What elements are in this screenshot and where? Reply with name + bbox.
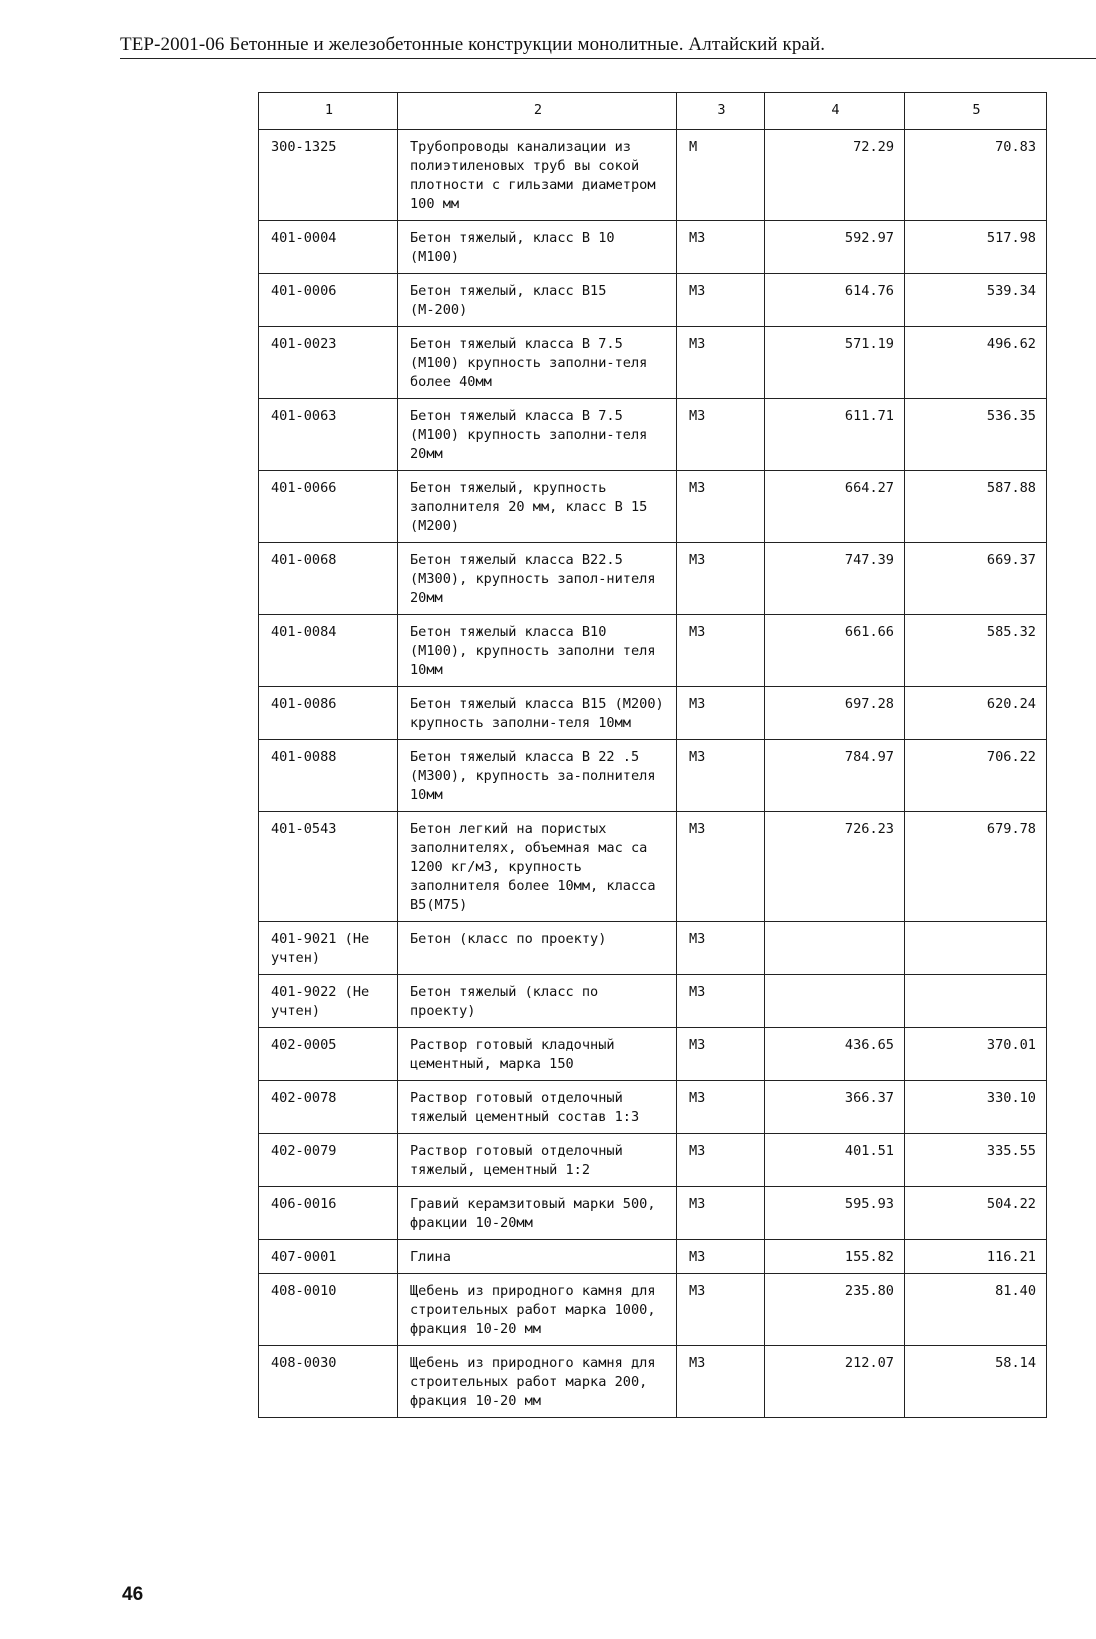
table-row bbox=[259, 922, 1047, 975]
price-column-4-cell: 235.80 bbox=[765, 1274, 905, 1346]
table-row bbox=[259, 1346, 1047, 1418]
price-column-5-cell: 517.98 bbox=[905, 221, 1047, 274]
price-column-4-cell: 595.93 bbox=[765, 1187, 905, 1240]
resource-code-cell: 401-0088 bbox=[259, 740, 398, 812]
table-row bbox=[259, 543, 1047, 615]
resource-name-cell: Бетон тяжелый класса В10 (М100), крупность заполни теля 10мм bbox=[398, 615, 677, 687]
resource-name-cell: Раствор готовый отделочный тяжелый цементный состав 1:3 bbox=[398, 1081, 677, 1134]
resource-code-cell: 401-0543 bbox=[259, 812, 398, 922]
price-column-4-cell: 614.76 bbox=[765, 274, 905, 327]
resource-code-cell: 401-0063 bbox=[259, 399, 398, 471]
price-column-4-cell: 697.28 bbox=[765, 687, 905, 740]
price-column-4-cell: 155.82 bbox=[765, 1240, 905, 1274]
price-column-4-cell: 784.97 bbox=[765, 740, 905, 812]
price-column-5-cell: 585.32 bbox=[905, 615, 1047, 687]
price-column-5-cell bbox=[905, 922, 1047, 975]
resource-name-cell: Бетон тяжелый, крупность заполнителя 20 мм, класс В 15 (М200) bbox=[398, 471, 677, 543]
header-divider bbox=[120, 58, 1096, 59]
price-column-4-cell: 592.97 bbox=[765, 221, 905, 274]
table-row bbox=[259, 740, 1047, 812]
unit-cell: М3 bbox=[677, 922, 765, 975]
resource-code-cell: 406-0016 bbox=[259, 1187, 398, 1240]
unit-cell: М3 bbox=[677, 812, 765, 922]
resource-code-cell: 401-0068 bbox=[259, 543, 398, 615]
resource-code-cell: 401-9021 (Не учтен) bbox=[259, 922, 398, 975]
column-header: 3 bbox=[677, 93, 765, 130]
resource-name-cell: Раствор готовый отделочный тяжелый, цементный 1:2 bbox=[398, 1134, 677, 1187]
table-row bbox=[259, 812, 1047, 922]
unit-cell: М3 bbox=[677, 1081, 765, 1134]
table-row bbox=[259, 1274, 1047, 1346]
resource-code-cell: 401-0084 bbox=[259, 615, 398, 687]
resource-name-cell: Бетон тяжелый, класс В 10 (М100) bbox=[398, 221, 677, 274]
page-header: ТЕР-2001-06 Бетонные и железобетонные конструкции монолитные. Алтайский край. bbox=[120, 34, 826, 55]
resource-name-cell: Щебень из природного камня для строительных работ марка 1000, фракция 10-20 мм bbox=[398, 1274, 677, 1346]
unit-cell: М3 bbox=[677, 687, 765, 740]
price-column-5-cell: 706.22 bbox=[905, 740, 1047, 812]
resource-name-cell: Бетон тяжелый класса В 22 .5 (М300), крупность за-полнителя 10мм bbox=[398, 740, 677, 812]
table-row bbox=[259, 1240, 1047, 1274]
resource-code-cell: 407-0001 bbox=[259, 1240, 398, 1274]
price-column-4-cell: 401.51 bbox=[765, 1134, 905, 1187]
price-column-4-cell: 664.27 bbox=[765, 471, 905, 543]
table-header-row bbox=[259, 93, 1047, 130]
table-row bbox=[259, 1028, 1047, 1081]
resource-code-cell: 402-0078 bbox=[259, 1081, 398, 1134]
unit-cell: М3 bbox=[677, 1187, 765, 1240]
price-column-4-cell: 72.29 bbox=[765, 130, 905, 221]
unit-cell: М3 bbox=[677, 543, 765, 615]
price-column-4-cell: 212.07 bbox=[765, 1346, 905, 1418]
resource-name-cell: Бетон тяжелый класса В 7.5 (М100) крупность заполни-теля более 40мм bbox=[398, 327, 677, 399]
price-column-4-cell: 747.39 bbox=[765, 543, 905, 615]
table-row bbox=[259, 1081, 1047, 1134]
price-column-5-cell: 539.34 bbox=[905, 274, 1047, 327]
resource-name-cell: Гравий керамзитовый марки 500, фракции 10-20мм bbox=[398, 1187, 677, 1240]
resource-price-table bbox=[258, 92, 1047, 1418]
table-row bbox=[259, 471, 1047, 543]
price-column-5-cell: 669.37 bbox=[905, 543, 1047, 615]
price-column-5-cell: 370.01 bbox=[905, 1028, 1047, 1081]
unit-cell: М3 bbox=[677, 615, 765, 687]
table-body bbox=[259, 93, 1047, 1418]
price-column-4-cell: 366.37 bbox=[765, 1081, 905, 1134]
resource-code-cell: 401-9022 (Не учтен) bbox=[259, 975, 398, 1028]
unit-cell: М3 bbox=[677, 1240, 765, 1274]
unit-cell: М3 bbox=[677, 1274, 765, 1346]
resource-name-cell: Бетон тяжелый (класс по проекту) bbox=[398, 975, 677, 1028]
price-column-4-cell: 726.23 bbox=[765, 812, 905, 922]
resource-code-cell: 408-0010 bbox=[259, 1274, 398, 1346]
price-column-5-cell: 81.40 bbox=[905, 1274, 1047, 1346]
resource-name-cell: Раствор готовый кладочный цементный, марка 150 bbox=[398, 1028, 677, 1081]
resource-name-cell: Бетон тяжелый класса В22.5 (М300), крупность запол-нителя 20мм bbox=[398, 543, 677, 615]
table-row bbox=[259, 1134, 1047, 1187]
unit-cell: М3 bbox=[677, 1346, 765, 1418]
resource-name-cell: Бетон тяжелый класса В 7.5 (М100) крупность заполни-теля 20мм bbox=[398, 399, 677, 471]
table-row bbox=[259, 687, 1047, 740]
resource-name-cell: Бетон тяжелый, класс В15 (М-200) bbox=[398, 274, 677, 327]
table-row bbox=[259, 615, 1047, 687]
table-row bbox=[259, 327, 1047, 399]
column-header: 2 bbox=[398, 93, 677, 130]
resource-code-cell: 401-0006 bbox=[259, 274, 398, 327]
price-column-4-cell bbox=[765, 922, 905, 975]
resource-name-cell: Щебень из природного камня для строительных работ марка 200, фракция 10-20 мм bbox=[398, 1346, 677, 1418]
resource-code-cell: 300-1325 bbox=[259, 130, 398, 221]
price-column-5-cell: 496.62 bbox=[905, 327, 1047, 399]
price-column-5-cell: 504.22 bbox=[905, 1187, 1047, 1240]
price-column-4-cell: 571.19 bbox=[765, 327, 905, 399]
unit-cell: М3 bbox=[677, 399, 765, 471]
price-column-5-cell: 335.55 bbox=[905, 1134, 1047, 1187]
price-column-5-cell: 536.35 bbox=[905, 399, 1047, 471]
page-number: 46 bbox=[122, 1584, 144, 1605]
price-column-4-cell: 436.65 bbox=[765, 1028, 905, 1081]
price-column-5-cell: 70.83 bbox=[905, 130, 1047, 221]
price-column-5-cell: 679.78 bbox=[905, 812, 1047, 922]
resource-name-cell: Трубопроводы канализации из полиэтиленовых труб вы сокой плотности с гильзами диаметром 100 мм bbox=[398, 130, 677, 221]
price-column-5-cell: 620.24 bbox=[905, 687, 1047, 740]
unit-cell: М3 bbox=[677, 740, 765, 812]
table-row bbox=[259, 130, 1047, 221]
unit-cell: М3 bbox=[677, 1028, 765, 1081]
column-header: 4 bbox=[765, 93, 905, 130]
price-column-5-cell: 330.10 bbox=[905, 1081, 1047, 1134]
resource-name-cell: Бетон тяжелый класса В15 (М200) крупность заполни-теля 10мм bbox=[398, 687, 677, 740]
column-header: 1 bbox=[259, 93, 398, 130]
unit-cell: М3 bbox=[677, 975, 765, 1028]
price-column-4-cell: 661.66 bbox=[765, 615, 905, 687]
price-column-4-cell: 611.71 bbox=[765, 399, 905, 471]
resource-code-cell: 408-0030 bbox=[259, 1346, 398, 1418]
table-row bbox=[259, 975, 1047, 1028]
table-row bbox=[259, 221, 1047, 274]
resource-code-cell: 401-0023 bbox=[259, 327, 398, 399]
table-row bbox=[259, 274, 1047, 327]
price-column-5-cell: 587.88 bbox=[905, 471, 1047, 543]
unit-cell: М3 bbox=[677, 471, 765, 543]
resource-code-cell: 402-0079 bbox=[259, 1134, 398, 1187]
resource-name-cell: Бетон (класс по проекту) bbox=[398, 922, 677, 975]
price-column-5-cell bbox=[905, 975, 1047, 1028]
price-column-4-cell bbox=[765, 975, 905, 1028]
resource-name-cell: Глина bbox=[398, 1240, 677, 1274]
unit-cell: М bbox=[677, 130, 765, 221]
resource-code-cell: 401-0004 bbox=[259, 221, 398, 274]
unit-cell: М3 bbox=[677, 274, 765, 327]
table-row bbox=[259, 1187, 1047, 1240]
resource-code-cell: 402-0005 bbox=[259, 1028, 398, 1081]
unit-cell: М3 bbox=[677, 221, 765, 274]
resource-name-cell: Бетон легкий на пористых заполнителях, объемная мас са 1200 кг/м3, крупность заполнителя более 10мм, класса В5(М75) bbox=[398, 812, 677, 922]
unit-cell: М3 bbox=[677, 1134, 765, 1187]
price-column-5-cell: 58.14 bbox=[905, 1346, 1047, 1418]
resource-code-cell: 401-0066 bbox=[259, 471, 398, 543]
price-column-5-cell: 116.21 bbox=[905, 1240, 1047, 1274]
resource-code-cell: 401-0086 bbox=[259, 687, 398, 740]
column-header: 5 bbox=[905, 93, 1047, 130]
table-row bbox=[259, 399, 1047, 471]
unit-cell: М3 bbox=[677, 327, 765, 399]
